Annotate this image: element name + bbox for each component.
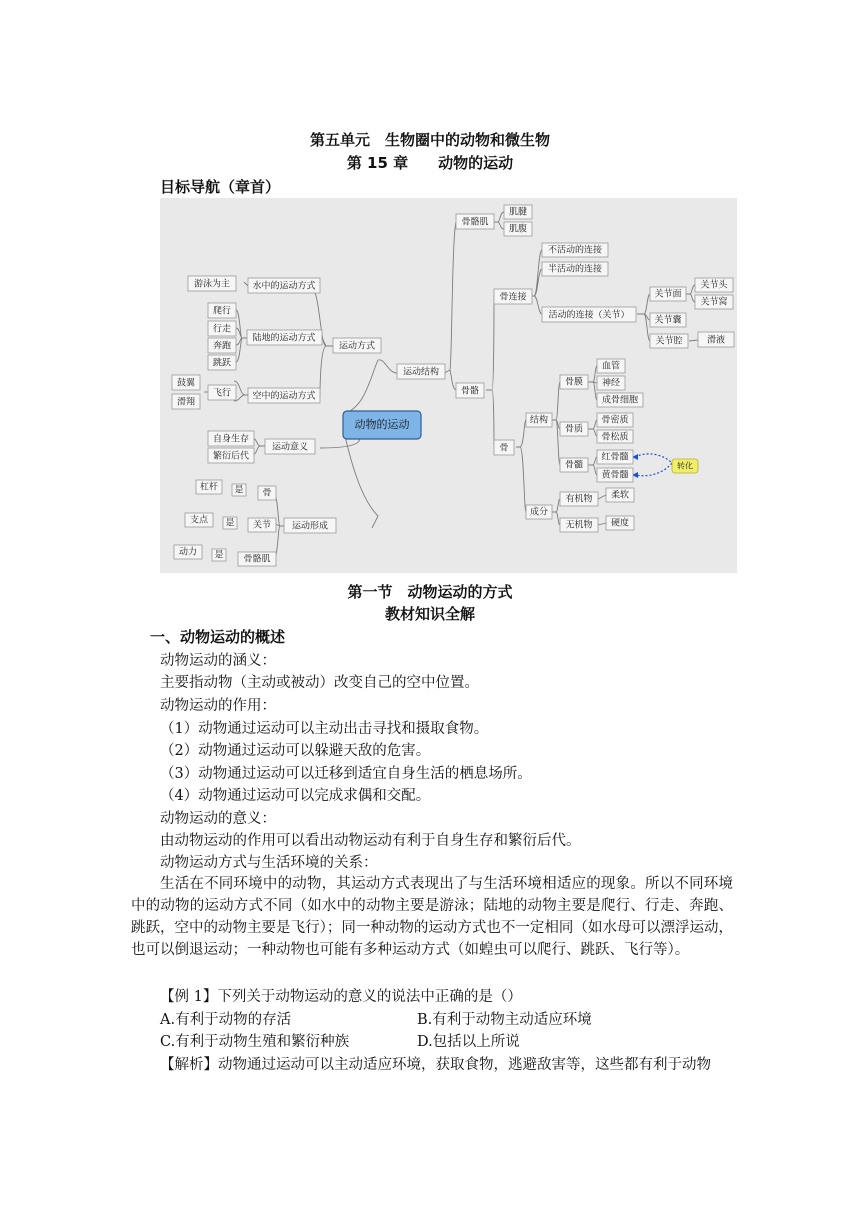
node-label: 水中的运动方式 [252,281,316,292]
mind-map-canvas [160,198,737,573]
node-land-way [247,330,322,345]
node-marrow [560,458,588,472]
option-b: B.有利于动物主动适应环境 [417,1012,592,1028]
text-line: （4）动物通过运动可以完成求偶和交配。 [160,788,431,804]
node-label: 柔软 [610,490,630,501]
node-label: 骨膜 [564,377,584,388]
node-osteoblast [597,393,643,407]
node-joint-socket [695,295,733,309]
node-label: 肌腹 [508,224,528,235]
text-line: 动物运动方式与生活环境的关系： [160,855,378,871]
example-question: 【例 1】下列关于动物运动的意义的说法中正确的是（） [160,989,522,1005]
node-label: 结构 [529,415,549,426]
node-label: 运动方式 [338,341,376,352]
node-reproduce [208,448,254,463]
node-yellow-marrow [597,468,633,482]
node-component [526,505,552,519]
text-line: 主要指动物（主动或被动）改变自己的空中位置。 [160,675,479,691]
text-line: （3）动物通过运动可以迁移到适宜自身生活的栖息场所。 [160,766,532,782]
node-label: 行走 [212,324,232,335]
node-bone-conn [494,289,532,304]
node-label: 黄骨髓 [601,470,629,481]
node-red-marrow [597,450,633,464]
node-label: 骨松质 [601,432,629,443]
node-label: 活动的连接（关节） [548,310,630,321]
node-periosteum [560,375,588,389]
node-run [208,338,236,353]
node-organic [560,492,598,506]
node-label: 成分 [529,507,549,518]
node-label: 关节窝 [700,297,728,308]
node-label: 动力 [178,547,198,558]
node-label: 骨髓 [564,460,584,471]
text-line: 动物运动的意义： [160,811,276,827]
node-bone-matter [560,422,588,436]
node-label: 运动意义 [271,442,309,453]
node-label: 运动结构 [402,367,440,378]
node-tendon [504,205,532,219]
node-label: 关节 [252,520,272,531]
node-inorganic [560,518,598,532]
node-label: 飞行 [212,388,232,399]
text-line: 由动物运动的作用可以看出动物运动有利于自身生存和繁衍后代。 [160,833,581,849]
node-label: 骨质 [564,424,584,435]
node-synovial [698,332,734,347]
node-bone-l [258,486,276,500]
text-line: （2）动物通过运动可以躲避天敌的危害。 [160,743,431,759]
node-fly [208,385,236,400]
node-label: 关节腔 [655,336,683,347]
node-movable [542,307,636,322]
node-label: 不活动的连接 [547,245,603,256]
node-label: 是 [214,550,224,561]
node-jump [208,355,236,370]
node-label: 血管 [601,361,621,372]
node-skeleton [456,383,484,398]
node-label: 繁衍后代 [212,451,250,462]
node-joint-head [695,278,733,292]
node-lever [196,480,222,494]
node-label: 骨 [499,443,509,454]
node-walk [208,321,236,336]
option-a: A.有利于动物的存活 [160,1012,292,1028]
root-label: 动物的运动 [354,418,410,431]
node-fulcrum [185,513,213,527]
analysis-text: 【解析】动物通过运动可以主动适应环境，获取食物，逃避敌害等，这些都有利于动物 [160,1057,711,1073]
node-is-2 [223,517,237,529]
node-swim-main [188,276,236,291]
environment-paragraph: 生活在不同环境中的动物，其运动方式表现出了与生活环境相适应的现象。所以不同环境中的动物的运动方式不同（如水中的动物主要是游泳；陆地的动物主要是爬行、行走、奔跑、跳跃，空中的动物主要是飞行）；同一种动物的运动方式也不一定相同（如水母可以漂浮运动，也可以倒退运动；一种动物也可能有多种运动方式（如蝗虫可以爬行、跳跃、飞行等）。 [131,876,733,958]
node-label: 是 [225,518,235,529]
node-muscle-l [238,552,276,566]
option-d: D.包括以上所说 [417,1034,520,1050]
node-label: 半活动的连接 [547,264,603,275]
section-title: 第一节 动物运动的方式 [347,583,513,601]
node-label: 游泳为主 [193,279,231,290]
node-label: 奔跑 [212,341,232,352]
node-label: 肌腱 [508,207,528,218]
node-label: 鼓翼 [176,378,196,389]
node-label: 支点 [189,515,209,526]
option-c: C.有利于动物生殖和繁衍种族 [160,1034,350,1050]
node-label: 骨密质 [601,415,629,426]
node-semi [542,262,608,276]
node-joint-l [248,518,276,532]
node-blood-vessel [597,359,625,373]
node-label: 骨骼 [460,386,480,397]
node-immovable [542,243,608,257]
node-label: 杠杆 [199,482,219,493]
node-hard [606,516,634,530]
node-label: 成骨细胞 [601,395,639,406]
node-label: 自身生存 [212,434,250,445]
node-label: 跳跃 [212,358,232,369]
node-nerve [597,376,625,390]
node-air-way [248,388,320,403]
node-label: 骨连接 [499,292,527,303]
node-motion-way [333,338,381,353]
text-line: （1）动物通过运动可以主动出击寻找和摄取食物。 [160,721,489,737]
transform-label: 转化 [677,461,693,471]
node-crawl [208,303,236,318]
node-label: 陆地的运动方式 [252,333,316,344]
node-label: 关节面 [654,289,682,300]
node-joint-surface [650,287,686,301]
node-label: 骨骼肌 [243,554,271,565]
text-line: 动物运动的涵义： [160,653,276,669]
node-joint-capsule [650,313,686,327]
node-power [174,545,202,559]
node-belly [504,222,532,236]
node-skeletal-muscle [456,214,494,229]
chapter-title: 第 15 章 动物的运动 [346,154,514,172]
node-spongy [597,430,633,443]
node-label: 是 [234,485,244,496]
node-structure [397,364,445,379]
node-water-way [248,278,320,293]
heading-overview: 一、动物运动的概述 [150,628,286,646]
node-survive [208,431,254,446]
node-structure2 [526,413,552,427]
unit-title: 第五单元 生物圈中的动物和微生物 [309,131,550,149]
nav-heading: 目标导航（章首） [160,178,281,196]
node-label: 红骨髓 [601,452,629,463]
node-label: 运动形成 [291,521,329,532]
node-label: 骨 [262,488,272,499]
node-bone [494,440,514,455]
node-label: 有机物 [565,494,593,505]
node-label: 滑液 [706,335,726,346]
mind-map-root [343,411,421,439]
node-label: 无机物 [565,520,593,531]
node-label: 爬行 [212,306,232,317]
mind-map [160,198,737,573]
section-subtitle: 教材知识全解 [384,605,475,623]
node-label: 硬度 [610,518,630,529]
node-formation [284,518,336,533]
node-label: 骨骼肌 [461,217,489,228]
text-line: 动物运动的作用： [160,698,276,714]
node-label: 关节头 [700,280,728,291]
node-soft [606,488,634,502]
node-is-3 [212,549,226,561]
node-glide [172,394,200,409]
node-flap [172,375,200,390]
node-label: 神经 [601,378,621,389]
node-label: 空中的运动方式 [252,391,316,402]
node-joint-cavity [650,334,688,348]
node-label: 关节囊 [654,315,682,326]
node-compact [597,413,633,427]
transform-tag [672,459,698,473]
node-label: 滑翔 [176,397,196,408]
node-meaning [265,439,315,454]
node-is-1 [232,484,246,496]
